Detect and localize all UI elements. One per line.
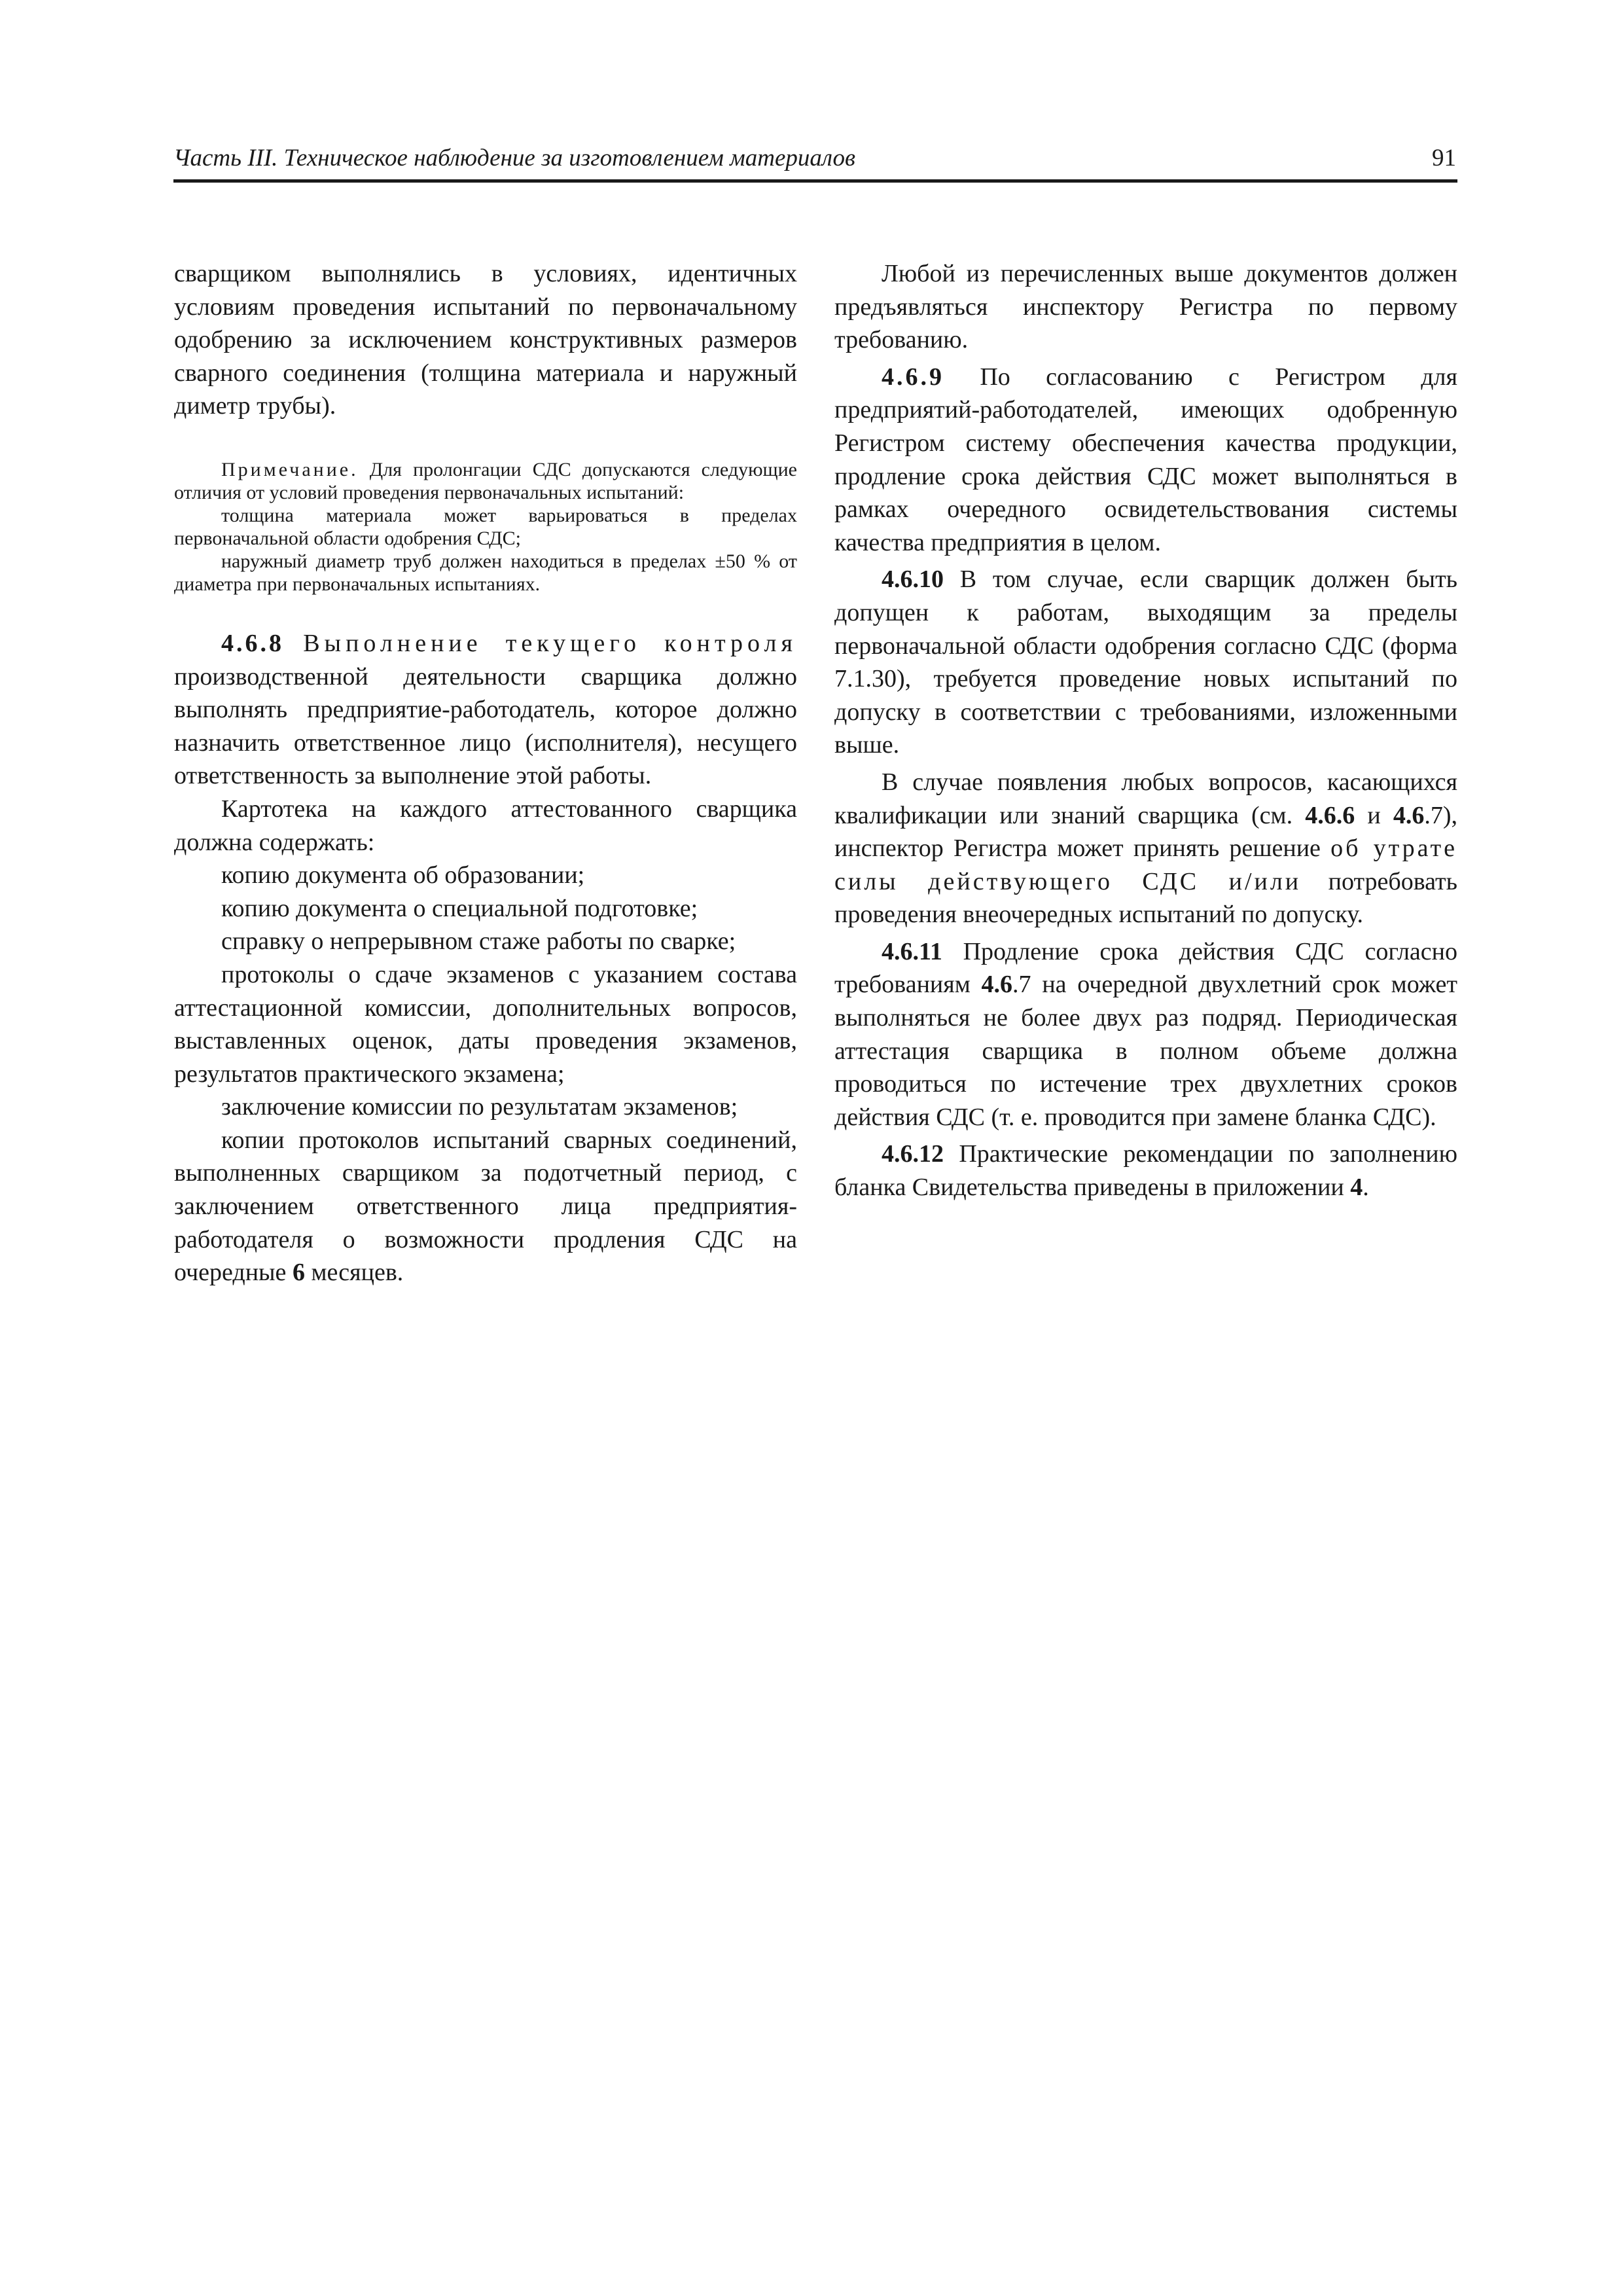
section-text: производственной деятельности сварщика должно выполнять предприятие-работодатель, которое должно назначить ответственное лицо (исполнителя), несущего ответственность за выполнение этой работы. [174, 662, 797, 790]
paragraph-text: потребовать проведения внеочередных испытаний по допуску. [834, 867, 1457, 929]
section-text: По согласованию с Регистром для предприятий-работодателей, имеющих одобренную Регистром систему обеспечения качества продукции, продление срока действия СДС может выполняться в рамках очередного освидетельствования системы качества предприятия в целом. [834, 363, 1457, 556]
section-4-6-12 [834, 1138, 1457, 1204]
section-lead: Выполнение текущего контроля [303, 629, 797, 657]
section-4-6-10 [834, 563, 1457, 762]
list-item: протоколы о сдаче экзаменов с указанием состава аттестационной комиссии, дополнительных вопросов, выставленных оценок, даты проведения экзаменов, результатов практического экзамена; [174, 960, 797, 1088]
paragraph-documents: Любой из перечисленных выше документов должен предъявляться инспектору Регистра по первому требованию. [834, 260, 1457, 354]
paragraph-text: об утрате силы действующего СДС и/или [834, 834, 1458, 895]
section-text: В том случае, если сварщик должен быть допущен к работам, выходящим за пределы первоначальной области одобрения согласно СДС (форма 7.1.30), требуется проведение новых испытаний по допуску в соответствии с требованиями, изложенными выше. [834, 565, 1458, 759]
section-number: 4.6.10 [882, 565, 944, 594]
section-4-6-9 [834, 361, 1457, 560]
section-text: на очередной двухлетний срок может выполняться не более двух раз подряд. Периодическая аттестация сварщика в полном объеме должна проводиться по истечение трех двухлетних сроков действия СДС (т. е. проводится при замене бланка СДС). [834, 971, 1457, 1131]
section-4-6-11 [834, 935, 1457, 1134]
note-block [174, 458, 797, 596]
paragraph-kartoteka: Картотека на каждого аттестованного сварщика должна содержать: [174, 795, 797, 856]
list-item: копию документа о специальной подготовке; [221, 894, 698, 922]
running-header [173, 143, 1457, 183]
spacer [174, 596, 797, 627]
note-label: Примечание. [221, 458, 359, 480]
reference-link: 4.6 [1393, 801, 1425, 829]
section-number: 4.6.8 [221, 629, 284, 657]
section-number: 4.6.12 [882, 1140, 944, 1168]
section-number: 4.6.11 [882, 937, 942, 965]
note-item: толщина материала может варьироваться в пределах первоначальной области одобрения СДС; [174, 504, 797, 549]
section-4-6-8 [174, 627, 797, 793]
section-text: Практические рекомендации по заполнению бланка Свидетельства приведены в приложении [834, 1140, 1457, 1202]
list-item: копию документа об образовании; [221, 861, 585, 889]
paragraph-continuation: сварщиком выполнялись в условиях, идентичных условиям проведения испытаний по первоначальному одобрению за исключением конструктивных размеров сварного соединения (толщина материала и наружный диметр трубы). [174, 260, 797, 420]
list-item [174, 1124, 797, 1289]
section-number: 4.6.9 [882, 363, 944, 391]
list-item: заключение комиссии по результатам экзаменов; [221, 1093, 738, 1121]
paragraph-questions [834, 766, 1457, 931]
right-column [834, 257, 1457, 1204]
paragraph-text: и [1367, 801, 1381, 829]
page-number: 91 [1432, 145, 1456, 171]
section-text: .7 [1012, 971, 1031, 999]
paragraph-text: .7), инспектор Регистра может принять решение [834, 801, 1458, 863]
appendix-reference: 4 [1350, 1174, 1363, 1202]
paragraph-text: В случае появления любых вопросов, касающихся квалификации или знаний сварщика (см. [834, 768, 1457, 829]
months-count: 6 [292, 1259, 305, 1287]
left-column [174, 257, 797, 1289]
section-text: Продление срока действия СДС согласно требованиям [834, 937, 1458, 999]
note-paragraph [174, 458, 797, 504]
list-item: справку о непрерывном стаже работы по сварке; [221, 927, 736, 956]
reference-link: 4.6 [981, 971, 1013, 999]
section-text: . [1363, 1174, 1369, 1202]
spacer [174, 423, 797, 458]
header-title: Часть III. Техническое наблюдение за изготовлением материалов [173, 145, 856, 171]
list-item-end: месяцев. [311, 1259, 404, 1287]
note-text: Для пролонгации СДС допускаются следующие отличия от условий проведения первоначальных испытаний: [174, 458, 797, 503]
note-item: наружный диаметр труб должен находиться в пределах ±50 % от диаметра при первоначальных испытаниях. [174, 550, 797, 595]
reference-link: 4.6.6 [1305, 801, 1355, 829]
list-item-text: копии протоколов испытаний сварных соединений, выполненных сварщиком за подотчетный период, с заключением ответственного лица предприятия-работодателя о возможности продления СДС на очередные [174, 1126, 797, 1287]
